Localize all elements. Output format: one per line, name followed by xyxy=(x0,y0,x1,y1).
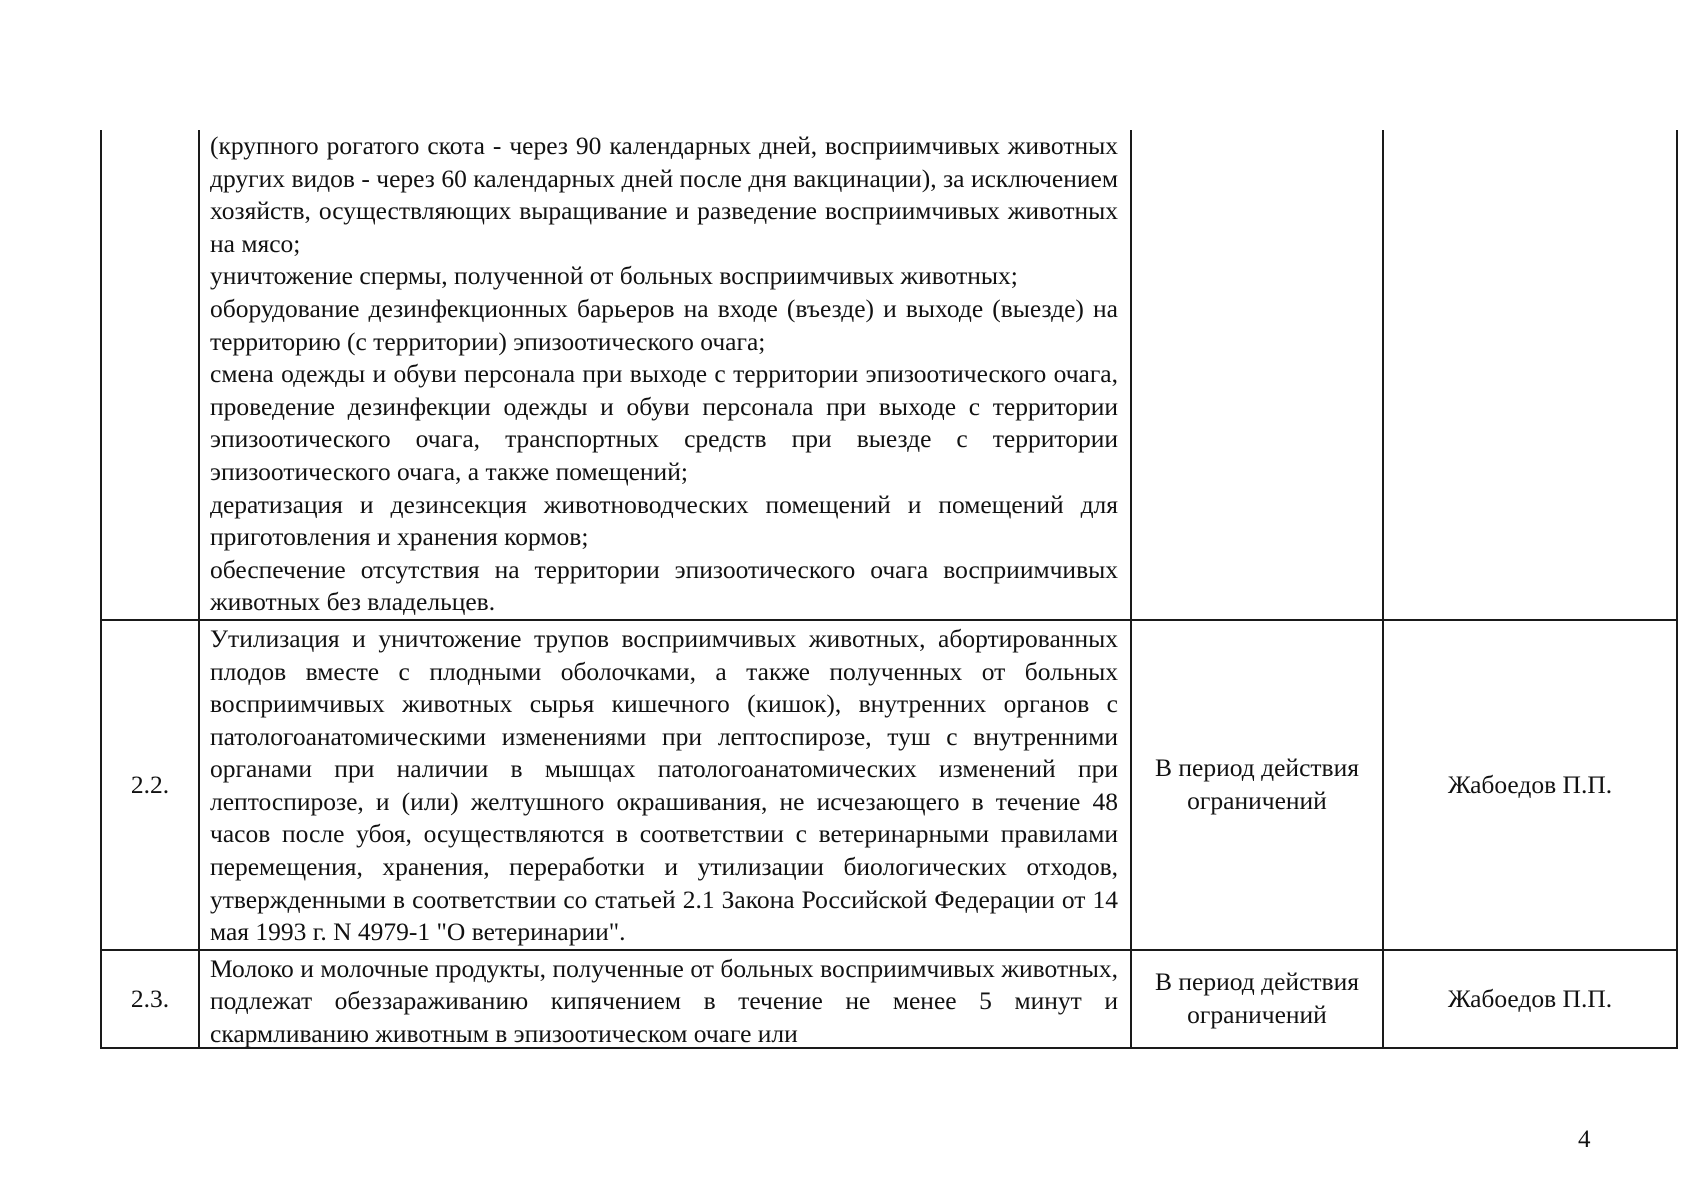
responsible-cell xyxy=(1383,620,1677,950)
responsible-name: Жабоедов П.П. xyxy=(1447,769,1613,799)
measure-description xyxy=(199,950,1131,1048)
table-row xyxy=(101,950,1677,1048)
text-paragraph: обеспечение отсутствия на территории эпизоотического очага восприимчивых животных без владельцев. xyxy=(210,554,1118,617)
text-paragraph: (крупного рогатого скота - через 90 календарных дней, восприимчивых животных других видов - через 60 календарных дней после дня вакцинации), за исключением хозяйств, осуществляющих выращивание и разведение восприимчивых животных на мясо; xyxy=(210,131,1118,258)
measure-description xyxy=(199,620,1131,950)
row-number: 2.3. xyxy=(101,950,199,1048)
measure-description xyxy=(199,130,1131,620)
text-paragraph: Молоко и молочные продукты, полученные от больных восприимчивых животных, подлежат обеззараживанию кипячением в течение не менее 5 минут и скармливанию животным в эпизоотическом очаге или xyxy=(210,953,1118,1047)
row-number xyxy=(101,130,199,620)
term-cell xyxy=(1131,950,1383,1048)
measures-table xyxy=(100,130,1678,1049)
page-number: 4 xyxy=(1578,1126,1591,1153)
responsible-cell xyxy=(1383,950,1677,1048)
term-text: В период действия ограничений xyxy=(1155,967,1359,1029)
responsible-cell xyxy=(1383,130,1677,620)
text-paragraph: смена одежды и обуви персонала при выходе с территории эпизоотического очага, проведение дезинфекции одежды и обуви персонала при выходе с территории эпизоотического очага, транспортных средств при выезде с территории эпизоотического очага, а также помещений; xyxy=(210,359,1118,486)
term-cell xyxy=(1131,620,1383,950)
text-paragraph: уничтожение спермы, полученной от больных восприимчивых животных; xyxy=(210,261,1018,291)
term-cell xyxy=(1131,130,1383,620)
row-number: 2.2. xyxy=(101,620,199,950)
table-row xyxy=(101,620,1677,950)
responsible-name: Жабоедов П.П. xyxy=(1447,983,1613,1013)
text-paragraph: оборудование дезинфекционных барьеров на входе (въезде) и выходе (выезде) на территорию (с территории) эпизоотического очага; xyxy=(210,293,1118,356)
table-row xyxy=(101,130,1677,620)
text-paragraph: дератизация и дезинсекция животноводческих помещений и помещений для приготовления и хранения кормов; xyxy=(210,489,1118,552)
term-text: В период действия ограничений xyxy=(1155,753,1359,815)
text-paragraph: Утилизация и уничтожение трупов восприимчивых животных, абортированных плодов вместе с плодными оболочками, а также полученных от больных восприимчивых животных сырья кишечного (кишок), внутренних органов с патологоанатомическими изменениями при лептоспирозе, туш с внутренними органами при наличии в мышцах патологоанатомических изменений при лептоспирозе, и (или) желтушного окрашивания, не исчезающего в течение 48 часов после убоя, осуществляются в соответствии с ветеринарными правилами перемещения, хранения, переработки и утилизации биологических отходов, утвержденными в соответствии со статьей 2.1 Закона Российской Федерации от 14 мая 1993 г. N 4979-1 "О ветеринарии". xyxy=(210,623,1118,947)
